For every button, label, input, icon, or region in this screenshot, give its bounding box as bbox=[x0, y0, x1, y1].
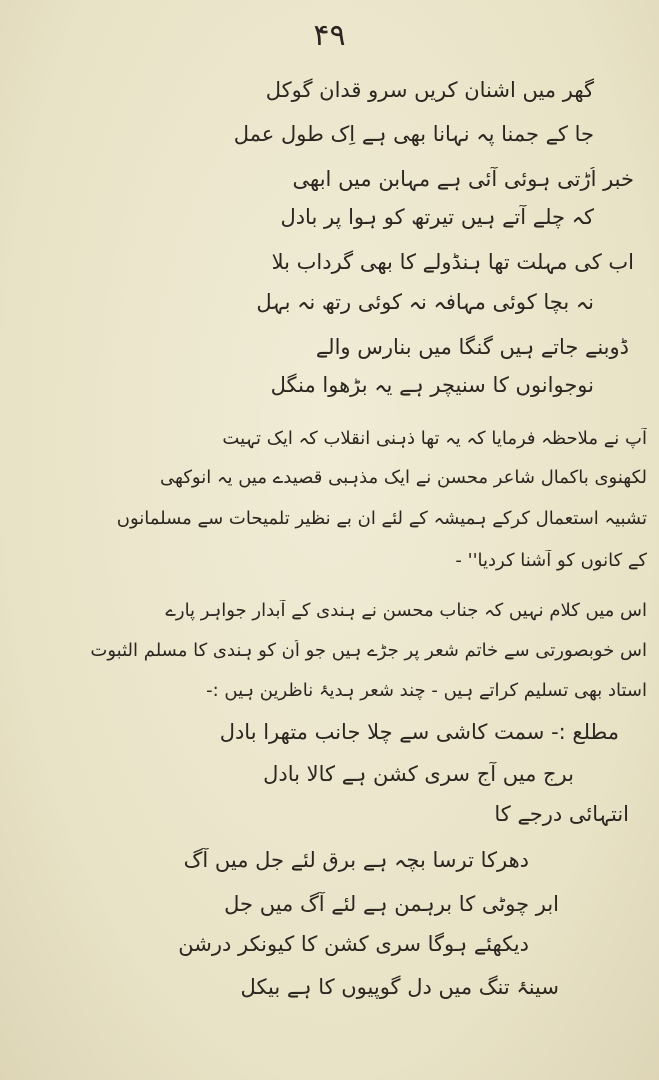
verse-line: خبر اُڑتی ہوئی آئی ہے مہابن میں ابھی bbox=[292, 167, 634, 191]
verse-line: سینۂ تنگ میں دل گوپیوں کا ہے بیکل bbox=[240, 975, 559, 999]
paragraph-line: تشبیہ استعمال کرکے ہمیشہ کے لئے ان بے نظیر تلمیحات سے مسلمانوں bbox=[116, 508, 647, 529]
section-heading: انتہائی درجے کا bbox=[494, 802, 629, 826]
verse-line: نوجوانوں کا سنیچر ہے یہ بڑھوا منگل bbox=[270, 373, 594, 397]
verse-line: دھرکا ترسا بچہ ہے برق لئے جل میں آگ bbox=[183, 848, 529, 872]
paragraph-line: استاد بھی تسلیم کراتے ہیں - چند شعر ہدیۂ ناظرین ہیں :- bbox=[206, 680, 647, 701]
verse-line: نہ بچا کوئی مہافہ نہ کوئی رتھ نہ بہل bbox=[256, 290, 594, 314]
verse-line: ڈوبنے جاتے ہیں گنگا میں بنارس والے bbox=[315, 335, 629, 359]
verse-line: اب کی مہلت تھا ہنڈولے کا بھی گرداب بلا bbox=[271, 250, 634, 274]
verse-line: گھر میں اشنان کریں سرو قدان گوکل bbox=[265, 78, 594, 102]
matla-line: برج میں آج سری کشن ہے کالا بادل bbox=[263, 762, 574, 786]
page-number: ۴۹ bbox=[313, 18, 346, 53]
paragraph-line: لکھنوی باکمال شاعر محسن نے ایک مذہبی قصیدے میں یہ انوکھی bbox=[160, 467, 647, 488]
paragraph-line: کے کانوں کو آشنا کردیا'' - bbox=[455, 550, 647, 571]
paragraph-line: آپ نے ملاحظہ فرمایا کہ یہ تھا ذہنی انقلاب کہ ایک تہیت bbox=[222, 428, 647, 449]
matla-line: مطلع :- سمت کاشی سے چلا جانب متھرا بادل bbox=[219, 720, 619, 744]
verse-line: دیکھئے ہوگا سری کشن کا کیونکر درشن bbox=[178, 932, 529, 956]
verse-line: جا کے جمنا پہ نہانا بھی ہے اِک طول عمل bbox=[233, 122, 594, 146]
paragraph-line: اس خوبصورتی سے خاتم شعر پر جڑے ہیں جو اُن کو ہندی کا مسلم الثبوت bbox=[90, 640, 647, 661]
verse-line: ابر چوٹی کا برہمن ہے لئے آگ میں جل bbox=[224, 892, 559, 916]
verse-line: کہ چلے آتے ہیں تیرتھ کو ہوا پر بادل bbox=[280, 205, 594, 229]
paragraph-line: اس میں کلام نہیں کہ جناب محسن نے ہندی کے آبدار جواہر پارے bbox=[165, 600, 647, 621]
